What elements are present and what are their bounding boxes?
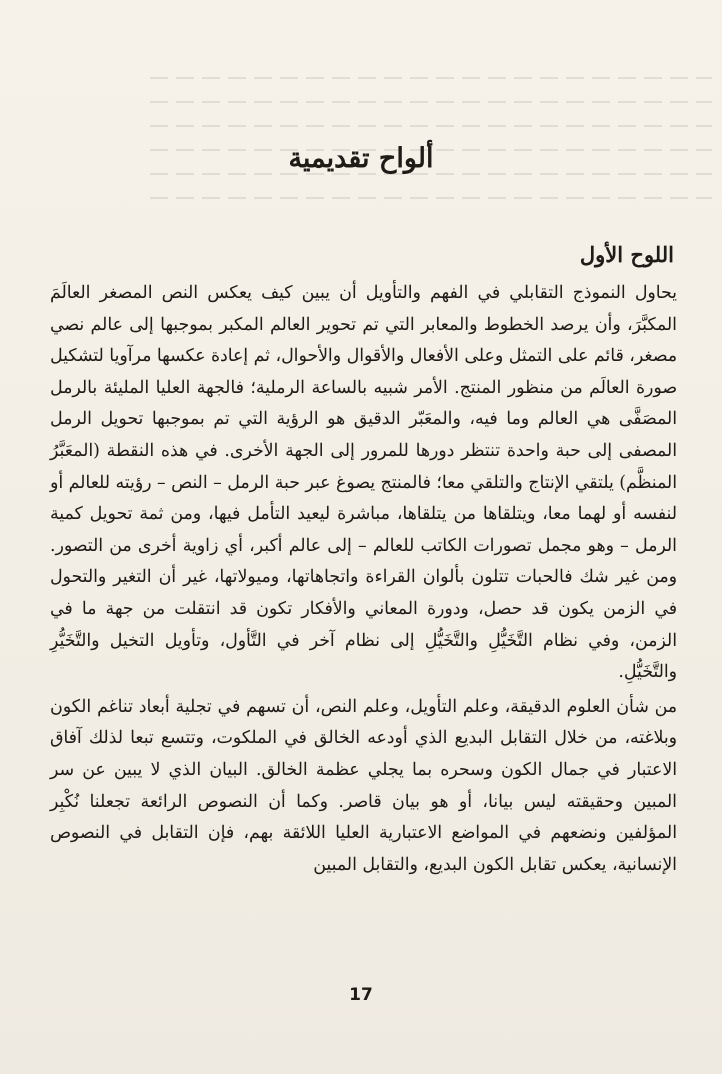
page-number: 17: [349, 985, 373, 1005]
section-heading: اللوح الأول: [579, 242, 674, 267]
body-text: [50, 278, 677, 881]
paragraph-1: يحاول النموذج التقابلي في الفهم والتأويل أن يبين كيف يعكس النص المصغر العالَمَ المكبَّرَ، وأن يرصد الخطوط والمعابر التي تم تحوير العالم المكبر بموجبها إلى عالم نصي مصغر، قائم على التمثل وعلى الأفعال والأقوال والأحوال، ثم إعادة عكسها مرآويا لتشكيل صورة العالَم من منظور المنتج. الأمر شبيه بالساعة الرملية؛ فالجهة العليا المليئة بالرمل المصَفَّى هي العالم وما فيه، والمعَبّر الدقيق هو الرؤية التي تم بموجبها تحويل الرمل المصفى إلى حبة واحدة تنتظر دورها للمرور إلى الجهة الأخرى. في هذه النقطة (المعَبَّرُ المنظَّم) يلتقي الإنتاج والتلقي معا؛ فالمنتج يصوغ عبر حبة الرمل – النص – رؤيته للعالم أو لنفسه أو لهما معا، ويتلقاها من يتلقاها، مباشرة ليعيد التأمل فيها، ومن ثمة تحويل كمية الرمل – وهو مجمل تصورات الكاتب للعالم – إلى عالم أكبر، أي زاوية أخرى من التصور. ومن غير شك فالحبات تتلون بألوان القراءة واتجاهاتها، وميولاتها، غير أن التغير والتحول في الزمن يكون قد حصل، ودورة المعاني والأفكار تكون قد انتقلت من جهة ما في الزمن، وفي نظام التَّخَيُّلِ والتَّخَيُّلِ إلى نظام آخر في التَّأول، وتأويل التخيل والتَّخَيُّرِ والتَّخَيُّلِ.: [50, 283, 677, 683]
paragraph-2: من شأن العلوم الدقيقة، وعلم التأويل، وعلم النص، أن تسهم في تجلية أبعاد تناغم الكون وبلاغته، من خلال التقابل البديع الذي أودعه الخالق في الملكوت، وتتسع تبعا لذلك آفاق الاعتبار في جمال الكون وسحره بما يجلي عظمة الخالق. البيان الذي لا يبين عن سر المبين وحقيقته ليس بيانا، أو هو بيان قاصر. وكما أن النصوص الرائعة تجعلنا نُكْبِر المؤلفين ونضعهم في المواضع الاعتبارية العليا اللائقة بهم، فإن التقابل في النصوص الإنسانية، يعكس تقابل الكون البديع، والتقابل المبين: [50, 696, 677, 875]
page-title: ألواح تقديمية: [288, 143, 434, 174]
